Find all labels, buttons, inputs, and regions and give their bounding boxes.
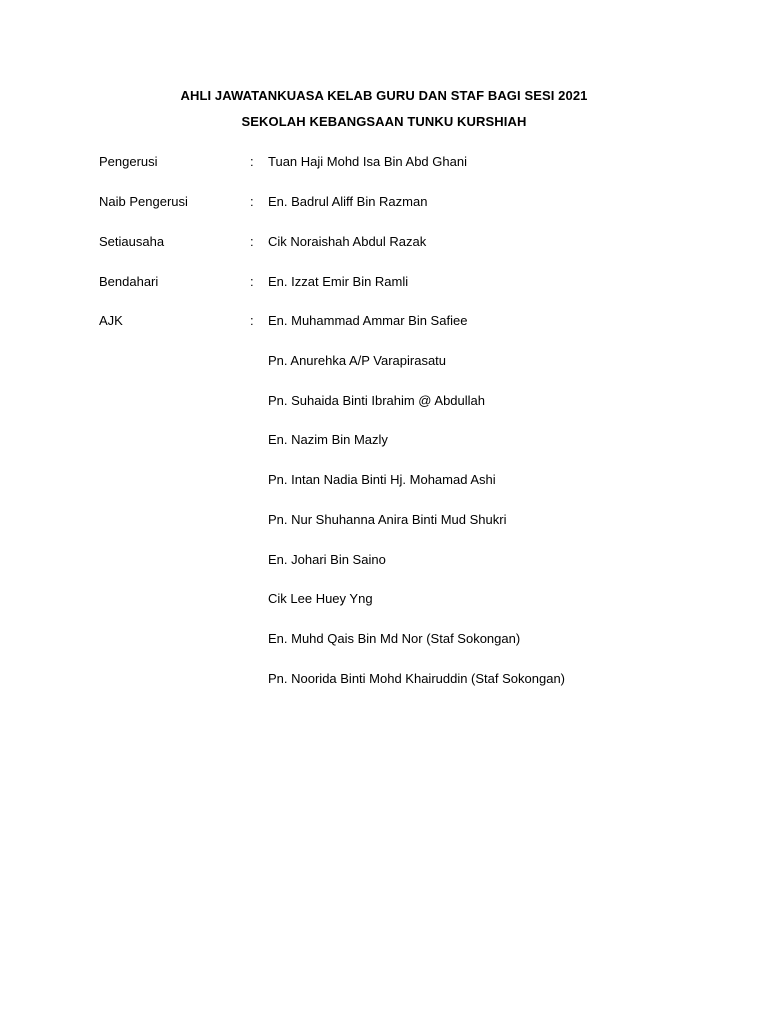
ajk-member-row (0, 352, 768, 370)
member-name: En. Nazim Bin Mazly (268, 432, 388, 447)
member-name: Cik Lee Huey Yng (268, 591, 373, 606)
role-label: AJK (99, 313, 123, 328)
officer-row-ajk (0, 312, 768, 330)
separator: : (250, 194, 254, 209)
member-name: Pn. Nur Shuhanna Anira Binti Mud Shukri (268, 512, 507, 527)
role-label: Pengerusi (99, 154, 158, 169)
officer-name: En. Badrul Aliff Bin Razman (268, 194, 428, 209)
officer-name: En. Muhammad Ammar Bin Safiee (268, 313, 468, 328)
officer-name: Cik Noraishah Abdul Razak (268, 234, 427, 249)
document-title: AHLI JAWATANKUASA KELAB GURU DAN STAF BAGI SESI 2021 (180, 88, 588, 103)
officer-row-setiausaha (0, 233, 768, 251)
member-name: Pn. Intan Nadia Binti Hj. Mohamad Ashi (268, 472, 496, 487)
officer-row-naib-pengerusi (0, 193, 768, 211)
ajk-member-row (0, 590, 768, 608)
ajk-member-row (0, 511, 768, 529)
member-name: Pn. Noorida Binti Mohd Khairuddin (Staf Sokongan) (268, 671, 566, 686)
role-label: Naib Pengerusi (99, 194, 188, 209)
ajk-member-row (0, 630, 768, 648)
ajk-member-row (0, 471, 768, 489)
separator: : (250, 274, 254, 289)
officer-name: Tuan Haji Mohd Isa Bin Abd Ghani (268, 154, 467, 169)
officer-name: En. Izzat Emir Bin Ramli (268, 274, 409, 289)
role-label: Setiausaha (99, 234, 165, 249)
member-name: En. Muhd Qais Bin Md Nor (Staf Sokongan) (268, 631, 521, 646)
officer-row-bendahari (0, 273, 768, 291)
separator: : (250, 234, 254, 249)
ajk-member-row (0, 670, 768, 688)
member-name: Pn. Anurehka A/P Varapirasatu (268, 353, 447, 368)
ajk-member-row (0, 392, 768, 410)
separator: : (250, 154, 254, 169)
separator: : (250, 313, 254, 328)
member-name: Pn. Suhaida Binti Ibrahim @ Abdullah (268, 393, 485, 408)
officer-row-pengerusi (0, 153, 768, 171)
ajk-member-row (0, 431, 768, 449)
role-label: Bendahari (99, 274, 159, 289)
ajk-member-row (0, 551, 768, 569)
member-name: En. Johari Bin Saino (268, 552, 386, 567)
document-subtitle: SEKOLAH KEBANGSAAN TUNKU KURSHIAH (241, 114, 527, 129)
